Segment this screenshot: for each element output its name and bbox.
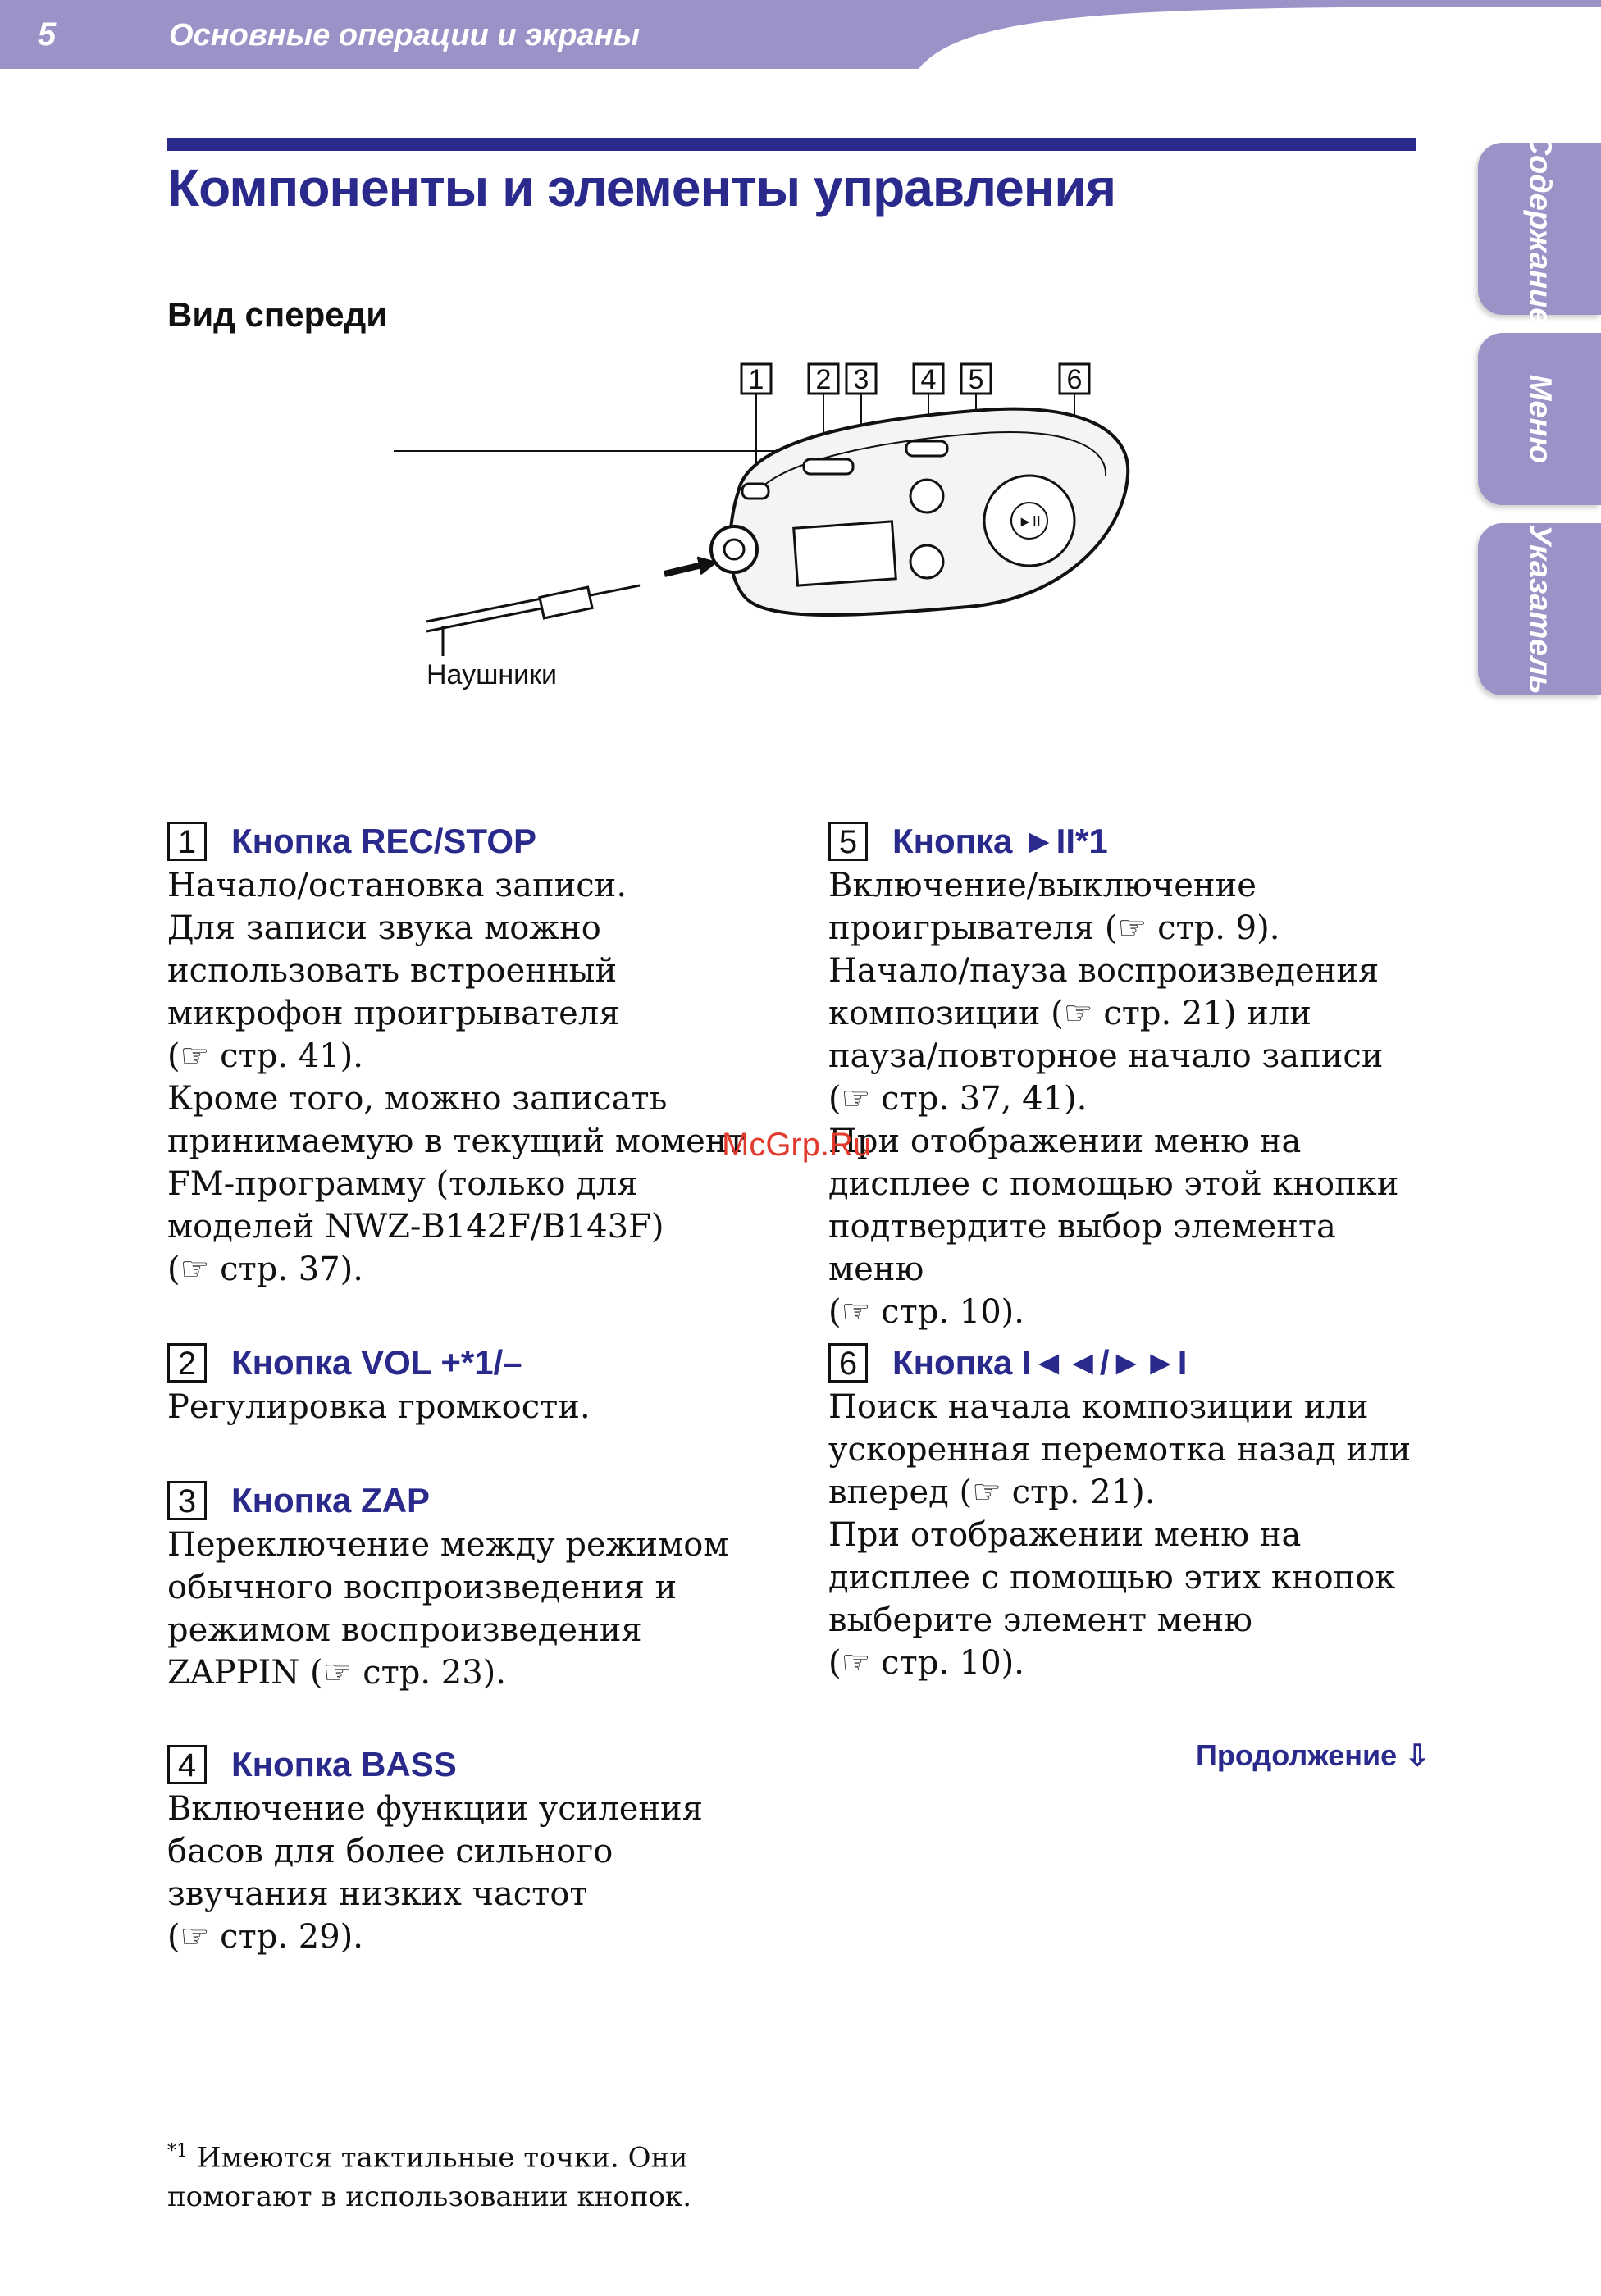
headphone-plug — [426, 558, 715, 656]
page-number: 5 — [38, 16, 57, 52]
headphones-label: Наушники — [426, 659, 557, 690]
callout-2: 2 — [815, 364, 832, 395]
tab-menu-label: Меню — [1522, 374, 1558, 464]
tab-contents[interactable] — [1478, 132, 1601, 326]
item-body: Переключение между режимом обычного воспроизведения и режимом воспроизведения ZAPPIN (☞ стр. 23). — [167, 1526, 729, 1692]
front-view-heading: Вид спереди — [167, 295, 388, 334]
callout-4: 4 — [920, 364, 937, 395]
header-band — [0, 0, 1601, 69]
tab-menu[interactable] — [1478, 333, 1601, 505]
callout-5: 5 — [968, 364, 984, 395]
item-body: Включение/выключение проигрывателя (☞ стр. 9). Начало/пауза воспроизведения композиции (☞ стр. 21) или пауза/повторное начало записи (☞ стр. 37, 41). При отображении меню на дисплее с помощью этой кнопки подтвердите выбор элемента меню (☞ стр. 10). — [828, 867, 1399, 1331]
tab-contents-label: Содержание — [1522, 132, 1558, 326]
footnote — [167, 2132, 691, 2216]
tab-index[interactable] — [1478, 523, 1601, 695]
item-number: 6 — [828, 1343, 868, 1383]
item-body: Поиск начала композиции или ускоренная перемотка назад или вперед (☞ стр. 21). При отображении меню на дисплее с помощью этих кнопок выберите элемент меню (☞ стр. 10). — [828, 1388, 1412, 1682]
item-body: Начало/остановка записи. Для записи звука можно использовать встроенный микрофон проигрывателя (☞ стр. 41). Кроме того, можно записать принимаемую в текущий момент FM-программу (только для моделей NWZ-B142F/B143F) (☞ стр. 37). — [167, 867, 746, 1288]
footnote-text: Имеются тактильные точки. Они помогают в использовании кнопок. — [167, 2141, 692, 2214]
item-body: Включение функции усиления басов для более сильного звучания низких частот (☞ стр. 29). — [167, 1790, 703, 1956]
item-title: Кнопка REC/STOP — [231, 822, 537, 860]
item-zap — [167, 1478, 758, 1694]
item-title: Кнопка ZAP — [231, 1481, 431, 1519]
item-title: Кнопка ►II*1 — [892, 822, 1108, 860]
title-rule — [167, 138, 1416, 151]
callout-1: 1 — [748, 364, 764, 395]
item-number: 5 — [828, 822, 868, 861]
item-bass — [167, 1742, 758, 1958]
item-number: 1 — [167, 822, 207, 861]
device-diagram — [394, 353, 1132, 664]
watermark: McGrp.Ru — [722, 1127, 872, 1163]
continue-link[interactable]: Продолжение ⇩ — [1196, 1738, 1430, 1772]
player-body — [711, 409, 1128, 615]
footnote-mark: *1 — [167, 2141, 188, 2162]
callout-3: 3 — [853, 364, 869, 395]
item-number: 4 — [167, 1745, 207, 1784]
section-name: Основные операции и экраны — [169, 18, 641, 52]
item-vol — [167, 1340, 758, 1428]
item-rec-stop — [167, 818, 758, 1291]
item-prev-next — [828, 1340, 1419, 1684]
item-play-pause — [828, 818, 1419, 1333]
page-title: Компоненты и элементы управления — [167, 158, 1116, 217]
item-number: 3 — [167, 1481, 207, 1520]
callout-6: 6 — [1066, 364, 1083, 395]
svg-text:►II: ►II — [1018, 513, 1041, 530]
item-body: Регулировка громкости. — [167, 1388, 591, 1426]
item-number: 2 — [167, 1343, 207, 1383]
tab-index-label: Указатель — [1522, 524, 1558, 695]
item-title: Кнопка BASS — [231, 1745, 457, 1784]
item-title: Кнопка VOL +*1/– — [231, 1343, 522, 1382]
item-title: Кнопка I◄◄/►►I — [892, 1343, 1188, 1382]
